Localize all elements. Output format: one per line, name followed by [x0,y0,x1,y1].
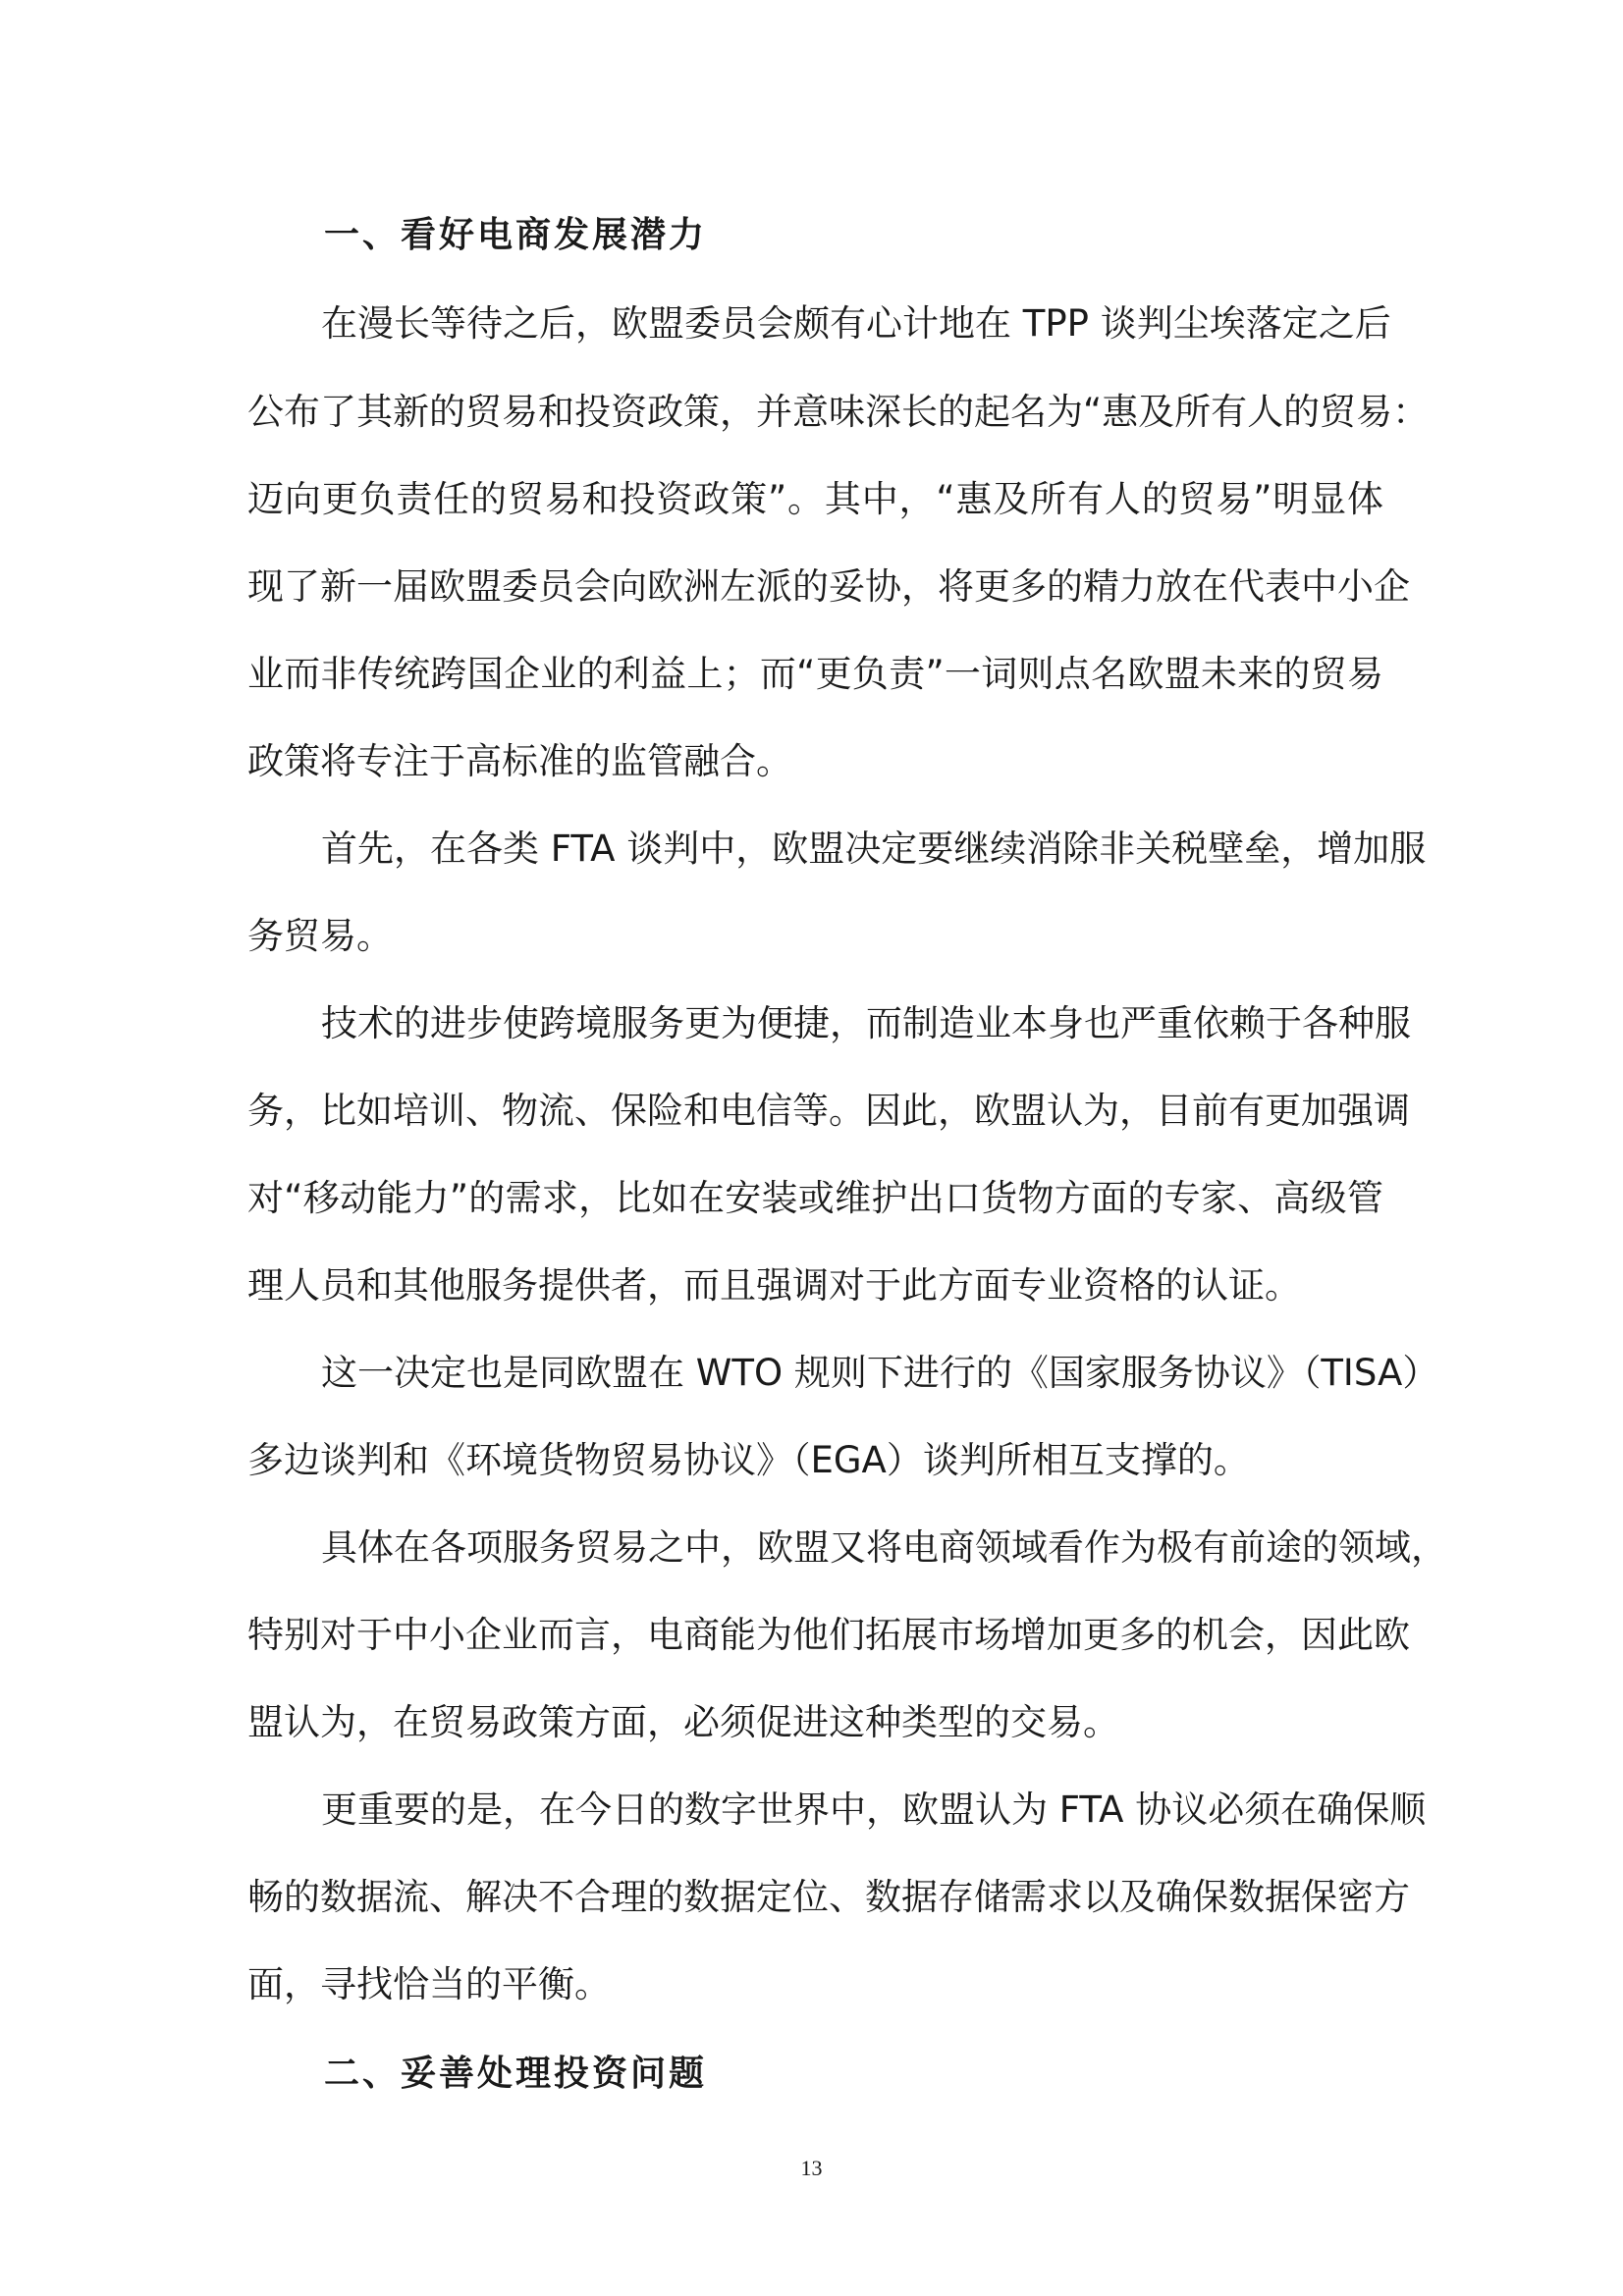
paragraph-line: 特别对于中小企业而言，电商能为他们拓展市场增加更多的机会，因此欧 [247,1614,1410,1656]
paragraph-line: 面，寻找恰当的平衡。 [247,1963,611,2005]
paragraph-line: 在漫长等待之后，欧盟委员会颇有心计地在 TPP 谈判尘埃落定之后 [321,302,1391,345]
paragraph-line: 公布了其新的贸易和投资政策，并意味深长的起名为“惠及所有人的贸易： [247,391,1430,433]
paragraph-line: 现了新一届欧盟委员会向欧洲左派的妥协，将更多的精力放在代表中小企 [247,565,1410,608]
paragraph-line: 务贸易。 [247,915,393,957]
paragraph-line: 技术的进步使跨境服务更为便捷，而制造业本身也严重依赖于各种服 [321,1002,1411,1044]
paragraph-line: 务，比如培训、物流、保险和电信等。因此，欧盟认为，目前有更加强调 [247,1090,1410,1132]
paragraph-line: 迈向更负责任的贸易和投资政策”。其中，“惠及所有人的贸易”明显体 [247,478,1383,520]
paragraph-line: 畅的数据流、解决不合理的数据定位、数据存储需求以及确保数据保密方 [247,1876,1410,1918]
paragraph-line: 对“移动能力”的需求，比如在安装或维护出口货物方面的专家、高级管 [247,1177,1383,1219]
section-heading-2: 二、妥善处理投资问题 [324,2054,708,2094]
page-number: 13 [800,2156,823,2180]
section-heading-1: 一、看好电商发展潜力 [324,215,708,255]
paragraph-line: 多边谈判和《环境货物贸易协议》（EGA）谈判所相互支撑的。 [247,1439,1250,1481]
paragraph-line: 政策将专注于高标准的监管融合。 [247,740,792,782]
paragraph-line: 业而非传统跨国企业的利益上；而“更负责”一词则点名欧盟未来的贸易 [247,653,1383,695]
paragraph-line: 首先，在各类 FTA 谈判中，欧盟决定要继续消除非关税壁垒，增加服 [321,828,1427,870]
paragraph-line: 理人员和其他服务提供者，而且强调对于此方面专业资格的认证。 [247,1264,1301,1307]
paragraph-line: 盟认为，在贸易政策方面，必须促进这种类型的交易。 [247,1701,1119,1743]
paragraph-line: 具体在各项服务贸易之中，欧盟又将电商领域看作为极有前途的领域， [321,1526,1447,1569]
paragraph-line: 这一决定也是同欧盟在 WTO 规则下进行的《国家服务协议》（TISA） [321,1352,1439,1394]
paragraph-line: 更重要的是，在今日的数字世界中，欧盟认为 FTA 协议必须在确保顺 [321,1789,1427,1831]
